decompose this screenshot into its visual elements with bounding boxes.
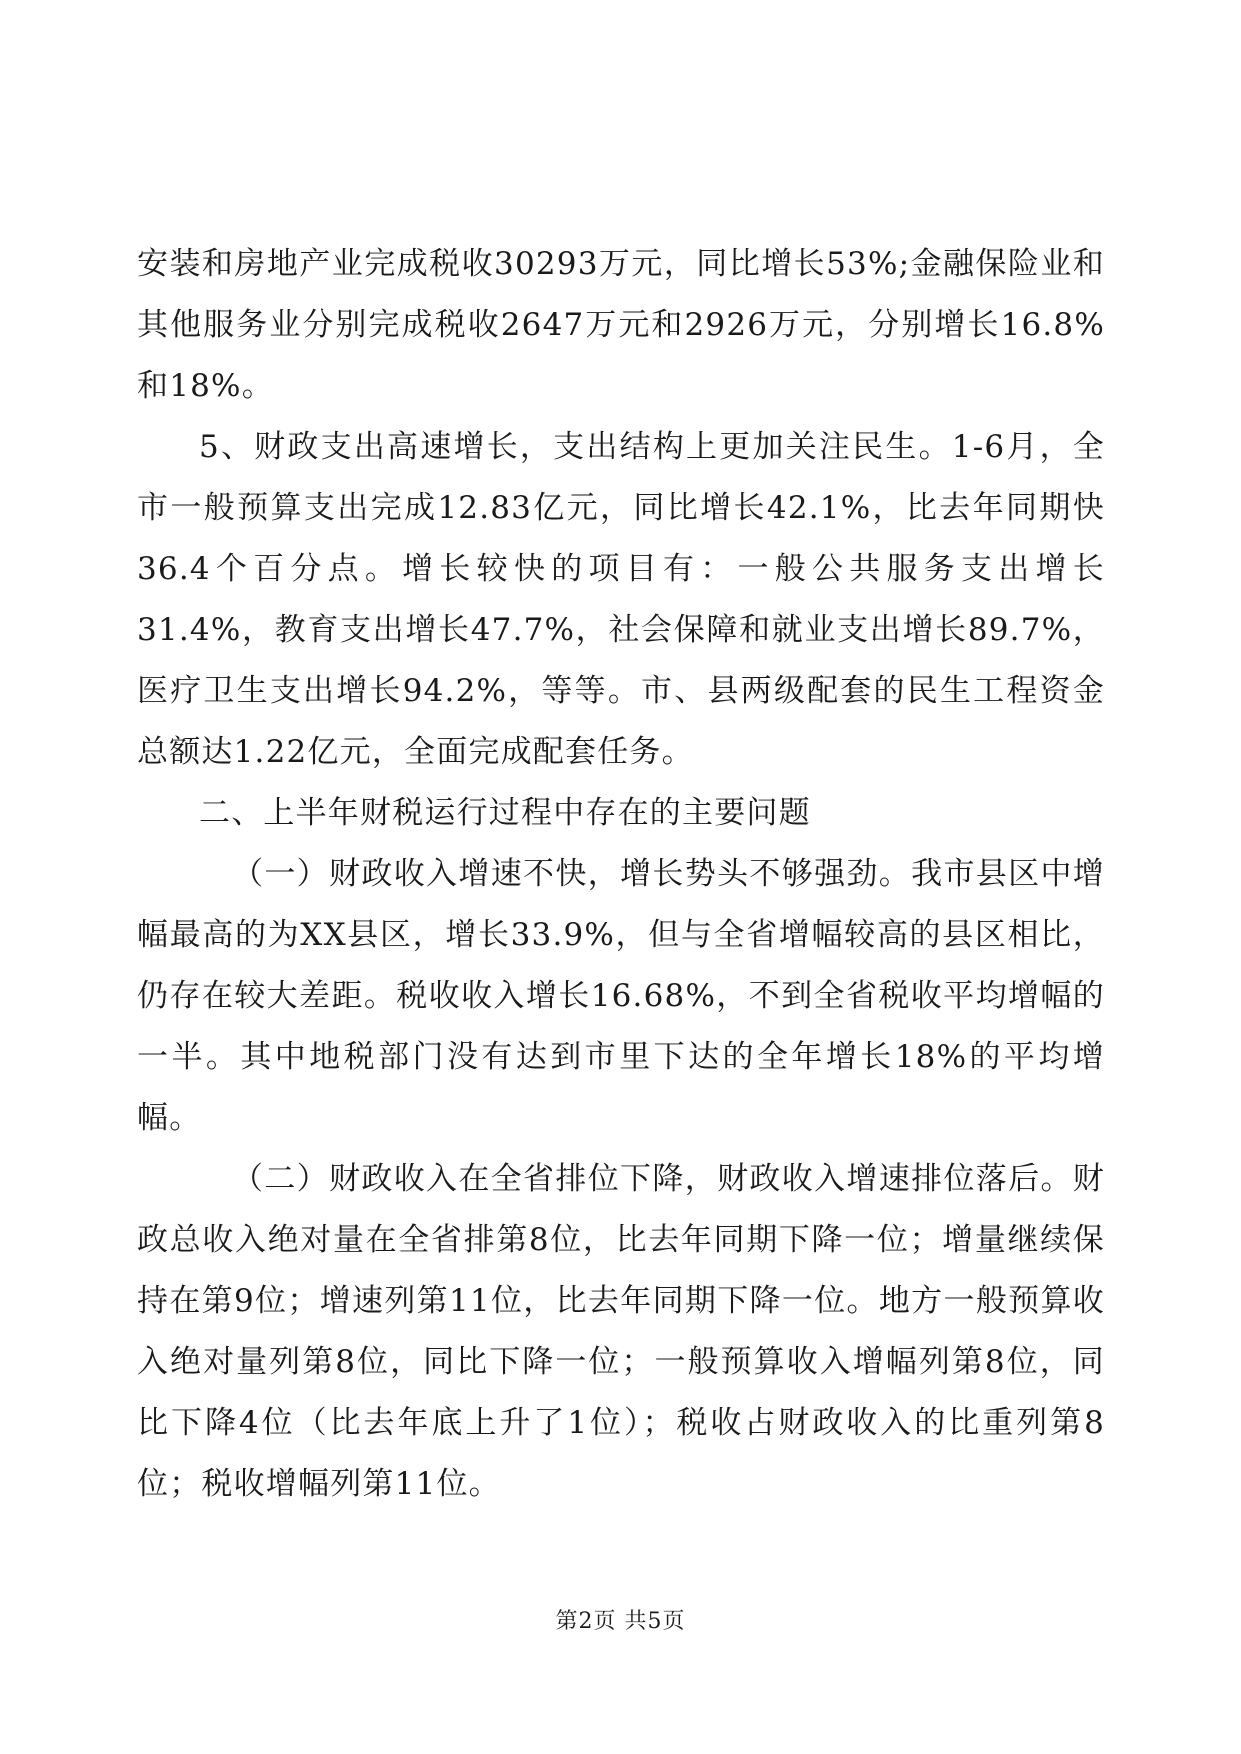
page-footer: 第2页 共5页: [555, 1609, 686, 1634]
section-heading-problems: 二、上半年财税运行过程中存在的主要问题: [199, 795, 811, 831]
document-body: [137, 234, 1105, 1515]
paragraph-revenue-ranking: （二）财政收入在全省排位下降，财政收入增速排位落后。财政总收入绝对量在全省排第8位，比去年同期下降一位；增量继续保持在第9位；增速列第11位，比去年同期下降一位。地方一般预算收入绝对量列第8位，同比下降一位；一般预算收入增幅列第8位，同比下降4位（比去年底上升了1位）；税收占财政收入的比重列第8位；税收增幅列第11位。: [137, 1161, 1105, 1502]
paragraph-tax-continuation: 安装和房地产业完成税收30293万元，同比增长53%;金融保险业和其他服务业分别完成税收2647万元和2926万元，分别增长16.8%和18%。: [137, 246, 1105, 404]
paragraph-revenue-growth-slow: （一）财政收入增速不快，增长势头不够强劲。我市县区中增幅最高的为XX县区，增长33.9%，但与全省增幅较高的县区相比，仍存在较大差距。税收收入增长16.68%，不到全省税收平均增幅的一半。其中地税部门没有达到市里下达的全年增长18%的平均增幅。: [137, 856, 1105, 1136]
paragraph-expenditure-growth: 5、财政支出高速增长，支出结构上更加关注民生。1-6月，全市一般预算支出完成12.83亿元，同比增长42.1%，比去年同期快36.4个百分点。增长较快的项目有：一般公共服务支出增长31.4%，教育支出增长47.7%，社会保障和就业支出增长89.7%，医疗卫生支出增长94.2%，等等。市、县两级配套的民生工程资金总额达1.22亿元，全面完成配套任务。: [137, 429, 1105, 770]
